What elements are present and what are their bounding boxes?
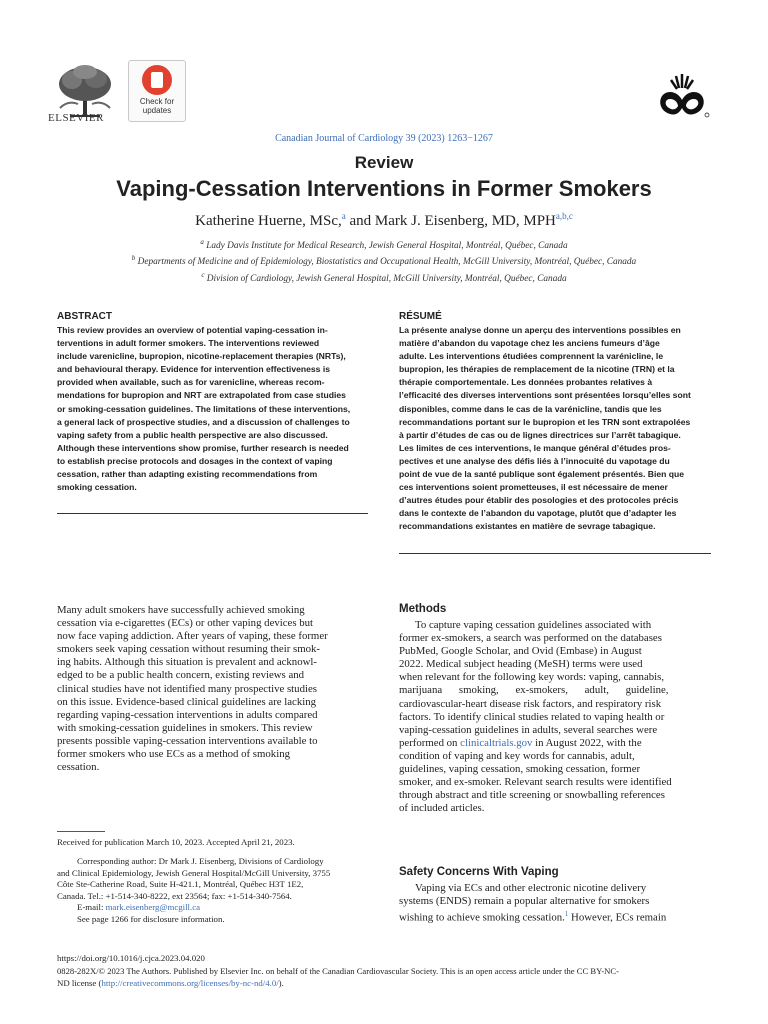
author-email-link[interactable]: mark.eisenberg@mcgill.ca bbox=[105, 902, 201, 912]
methods-heading: Methods bbox=[399, 603, 447, 615]
article-title: Vaping-Cessation Interventions in Former Smokers bbox=[116, 176, 652, 201]
abstract-heading: ABSTRACT bbox=[57, 311, 112, 322]
intro-paragraph: Many adult smokers have successfully achieved smoking cessation via e-cigarettes (ECs) or other vaping devices but now face vaping addiction. After years of vaping, these former smokers seek vaping cessation without resuming their smok- ing habits. Although this situation is prevalent and acknowl- edged to be a public health concern, existing reviews and clinical studies have not identified many prospective studies on this issue. Evidence-based clinical guidelines are lacking regarding vaping-cessation interventions in adults compared with smoking-cessation guidelines in smokers. This review presents possible vaping-cessation interventions available to former smokers who use ECs as a method of smoking cessation. bbox=[57, 604, 328, 774]
bookmark-icon bbox=[142, 65, 172, 95]
safety-heading: Safety Concerns With Vaping bbox=[399, 866, 559, 878]
clinicaltrials-link[interactable]: clinicaltrials.gov bbox=[460, 736, 533, 749]
author-1: Katherine Huerne, MSc, bbox=[195, 213, 342, 229]
license-link[interactable]: http://creativecommons.org/licenses/by-nc-nd/4.0/ bbox=[101, 977, 279, 988]
author-list bbox=[0, 211, 768, 230]
safety-paragraph: Vaping via ECs and other electronic nicotine delivery systems (ENDS) remain a popular alternative for smokers wishing to achieve smoking cessation.$^1$ However, ECs remain bbox=[399, 882, 667, 924]
check-for-updates-badge[interactable] bbox=[128, 60, 186, 122]
badge-line-1: Check for bbox=[139, 97, 175, 106]
disclosure-note: See page 1266 for disclosure information. bbox=[77, 913, 225, 924]
badge-line-2: updates bbox=[142, 106, 172, 115]
footnote-rule bbox=[57, 831, 105, 832]
author-2: and Mark J. Eisenberg, MD, MPH bbox=[345, 213, 556, 229]
reference-1-link[interactable]: 1 bbox=[564, 910, 569, 919]
resume-heading: RÉSUMÉ bbox=[399, 311, 442, 322]
abstract-body: This review provides an overview of potential vaping-cessation in- terventions in adult former smokers. The interventions reviewed include varenicline, bupropion, nicotine-replacement therapies (NRTs), and behavioural therapy. Evidence for intervention effectiveness is provided when available, such as for varenicline, whereas recom- mendations for bupropion and NRT are extrapolated from case studies or smoking-cessation guidelines. The limitations of these interventions, a general lack of prospective studies, and a discussion of challenges to vaping safety from a public health perspective are also discussed. Although these interventions show promise, further research is needed to establish precise protocols and dosages in the context of vaping cessation, rather than adapting existing recommendations from smoking cessation. bbox=[57, 325, 351, 493]
resume-body: La présente analyse donne un aperçu des interventions possibles en matière d’abandon du vapotage chez les anciens fumeurs d’âge adulte. Les interventions étudiées comprennent la varénicline, le bupropion, les thérapies de remplacement de la nicotine (TRN) et la thérapie comportementale. Les données probantes relatives à l’efficacité des diverses interventions sont présentées lorsqu’elles sont disponibles, comme dans le cas de la varénicline, tandis que les recommandations portant sur le bupropion et les TRN sont extrapolées à partir d’études de cas ou de lignes directrices sur l’arrêt tabagique. Les limites de ces interventions, le manque général d’études pros- pectives et une analyse des défis liés à l’innocuité du vapotage du point de vue de la santé publique sont également présentés. Bien que ces interventions soient prometteuses, il est nécessaire de mener d’autres études pour établir des posologies et des protocoles précis dans le contexte de l’abandon du vapotage, plutôt que d’adapter les recommandations existantes en matière de sevrage tabagique. bbox=[399, 325, 691, 532]
journal-citation-link[interactable]: Canadian Journal of Cardiology 39 (2023) 1263−1267 bbox=[275, 133, 493, 144]
resume-divider bbox=[399, 553, 711, 554]
ccs-heart-logo bbox=[652, 70, 712, 120]
affiliation-a: $^a$ Lady Davis Institute for Medical Research, Jewish General Hospital, Montréal, Québec, Canada bbox=[200, 238, 568, 252]
article-section-label: Review bbox=[354, 153, 414, 172]
abstract-divider bbox=[57, 513, 368, 514]
author-1-affiliation-ref[interactable]: a bbox=[341, 211, 346, 221]
methods-paragraph: To capture vaping cessation guidelines associated with former ex-smokers, a search was performed on the databases PubMed, Google Scholar, and Ovid (Embase) in August 2022. Medical subject heading (MeSH) terms were used when relevant for the following key words: vaping, cannabis, marijuana smoking, ex-smokers, adult, guideline, cardiovascular-heart disease risk factors, and respiratory risk factors. To identify clinical studies related to vaping health or vaping-cessation guidelines in adults, several searches were performed on clinicaltrials.gov in August 2022, with the condition of vaping and key words for cannabis, adult, guidelines, vaping cessation, smoking cessation, former smoker, and ex-smoker. Relevant search results were identified through abstract and title screening or snowballing references of included articles. bbox=[399, 619, 672, 815]
affiliation-b: $^b$ Departments of Medicine and of Epidemiology, Biostatistics and Occupational Health, McGill University, Montréal, Québec, Canada bbox=[131, 254, 637, 268]
affiliation-c: $^c$ Division of Cardiology, Jewish General Hospital, McGill University, Montréal, Québec, Canada bbox=[201, 271, 567, 285]
author-2-affiliation-ref[interactable]: a,b,c bbox=[555, 211, 573, 221]
license-note: 0828-282X/© 2023 The Authors. Published by Elsevier Inc. on behalf of the Canadian Cardiovascular Society. This is an open access article under the CC BY-NC- ND license (http://creativecommons.org/licenses/by-nc-nd/4.0/). bbox=[57, 966, 619, 988]
received-note: Received for publication March 10, 2023. Accepted April 21, 2023. bbox=[57, 837, 295, 847]
doi-link[interactable]: https://doi.org/10.1016/j.cjca.2023.04.020 bbox=[57, 953, 205, 963]
corresponding-author-note: Corresponding author: Dr Mark J. Eisenberg, Divisions of Cardiology and Clinical Epidemiology, Jewish General Hospital/McGill University, 3755 Côte Ste-Catherine Road, Suite H-421.1, Montréal, Québec H3T 1E2, Canada. Tel.: +1-514-340-8222, ext 23564; fax: +1-514-340-7564. E-mail: mark.eisenberg@mcgill.ca See page 1266 for disclosure information. bbox=[57, 856, 368, 925]
elsevier-wordmark: ELSEVIER bbox=[48, 112, 104, 124]
